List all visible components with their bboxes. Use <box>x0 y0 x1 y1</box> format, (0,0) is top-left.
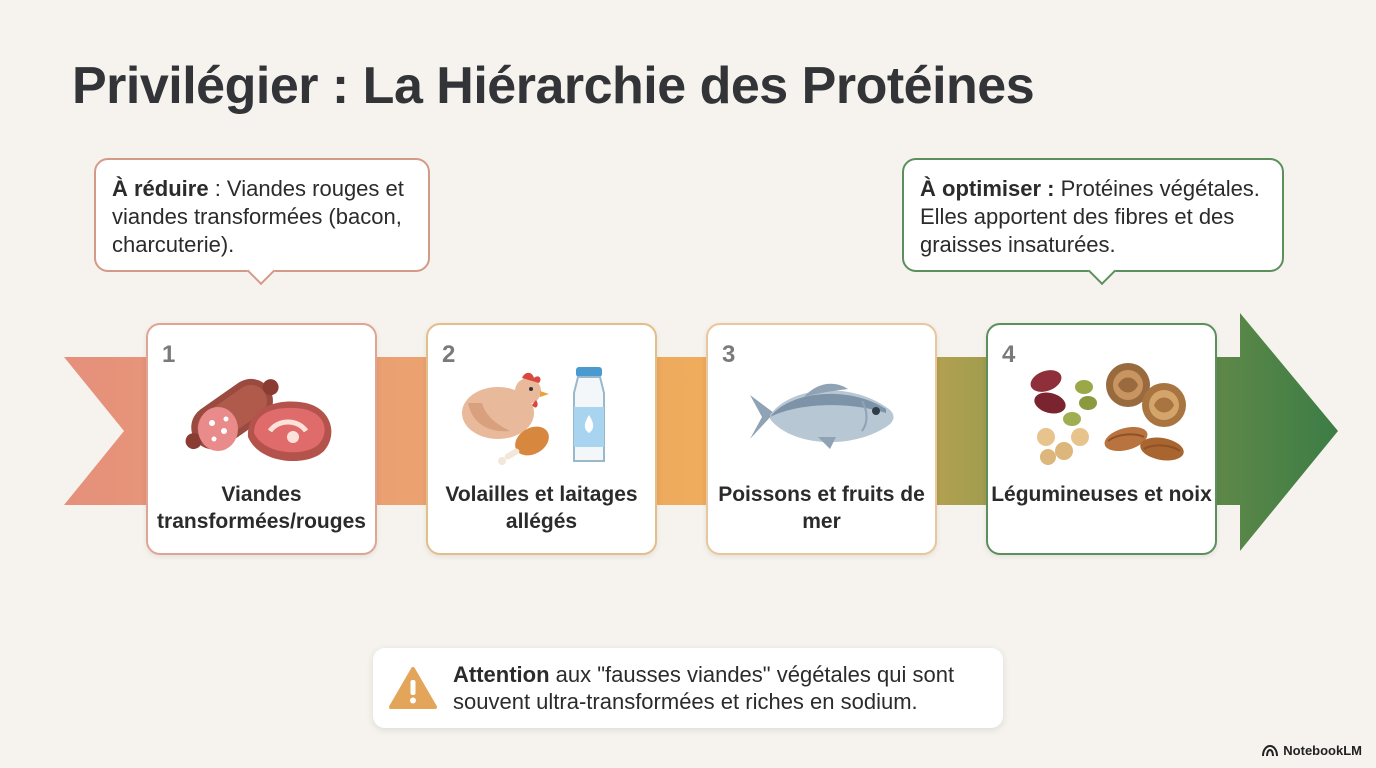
notebooklm-logo-icon <box>1262 745 1278 757</box>
step-label: Volailles et laitages allégés <box>445 483 638 533</box>
step-number: 4 <box>1002 341 1016 368</box>
legumes-nuts-icon <box>988 347 1215 477</box>
step-number: 3 <box>722 341 736 368</box>
step-card-2 <box>426 323 657 555</box>
step-label: Poissons et fruits de mer <box>718 483 925 533</box>
sausage-steak-icon <box>148 347 375 477</box>
step-card-3 <box>706 323 937 555</box>
step-label: Viandes transformées/rouges <box>157 483 366 533</box>
optimize-callout <box>902 158 1284 272</box>
chicken-milk-icon <box>428 347 655 477</box>
optimize-title: À optimiser : <box>920 176 1055 201</box>
brand-badge <box>1262 743 1362 758</box>
warning-icon <box>389 666 437 710</box>
fish-icon <box>708 347 935 477</box>
reduce-callout <box>94 158 430 272</box>
step-card-1 <box>146 323 377 555</box>
reduce-title: À réduire <box>112 176 209 201</box>
step-number: 1 <box>162 341 176 368</box>
step-number: 2 <box>442 341 456 368</box>
warning-text <box>453 661 993 715</box>
warning-body: aux "fausses viandes" végétales qui sont souvent ultra-transformées et riches en sodium. <box>453 662 955 714</box>
step-label: Légumineuses et noix <box>991 483 1212 506</box>
reduce-text: : Viandes rouges et viandes transformées (bacon, charcuterie). <box>112 176 404 257</box>
page-title: Privilégier : La Hiérarchie des Protéines <box>72 57 1035 115</box>
step-card-4 <box>986 323 1217 555</box>
warning-box <box>373 648 1003 728</box>
brand-name: NotebookLM <box>1283 743 1362 758</box>
optimize-text: Protéines végétales. Elles apportent des fibres et des graisses insaturées. <box>920 176 1260 257</box>
warning-title: Attention <box>453 662 550 687</box>
